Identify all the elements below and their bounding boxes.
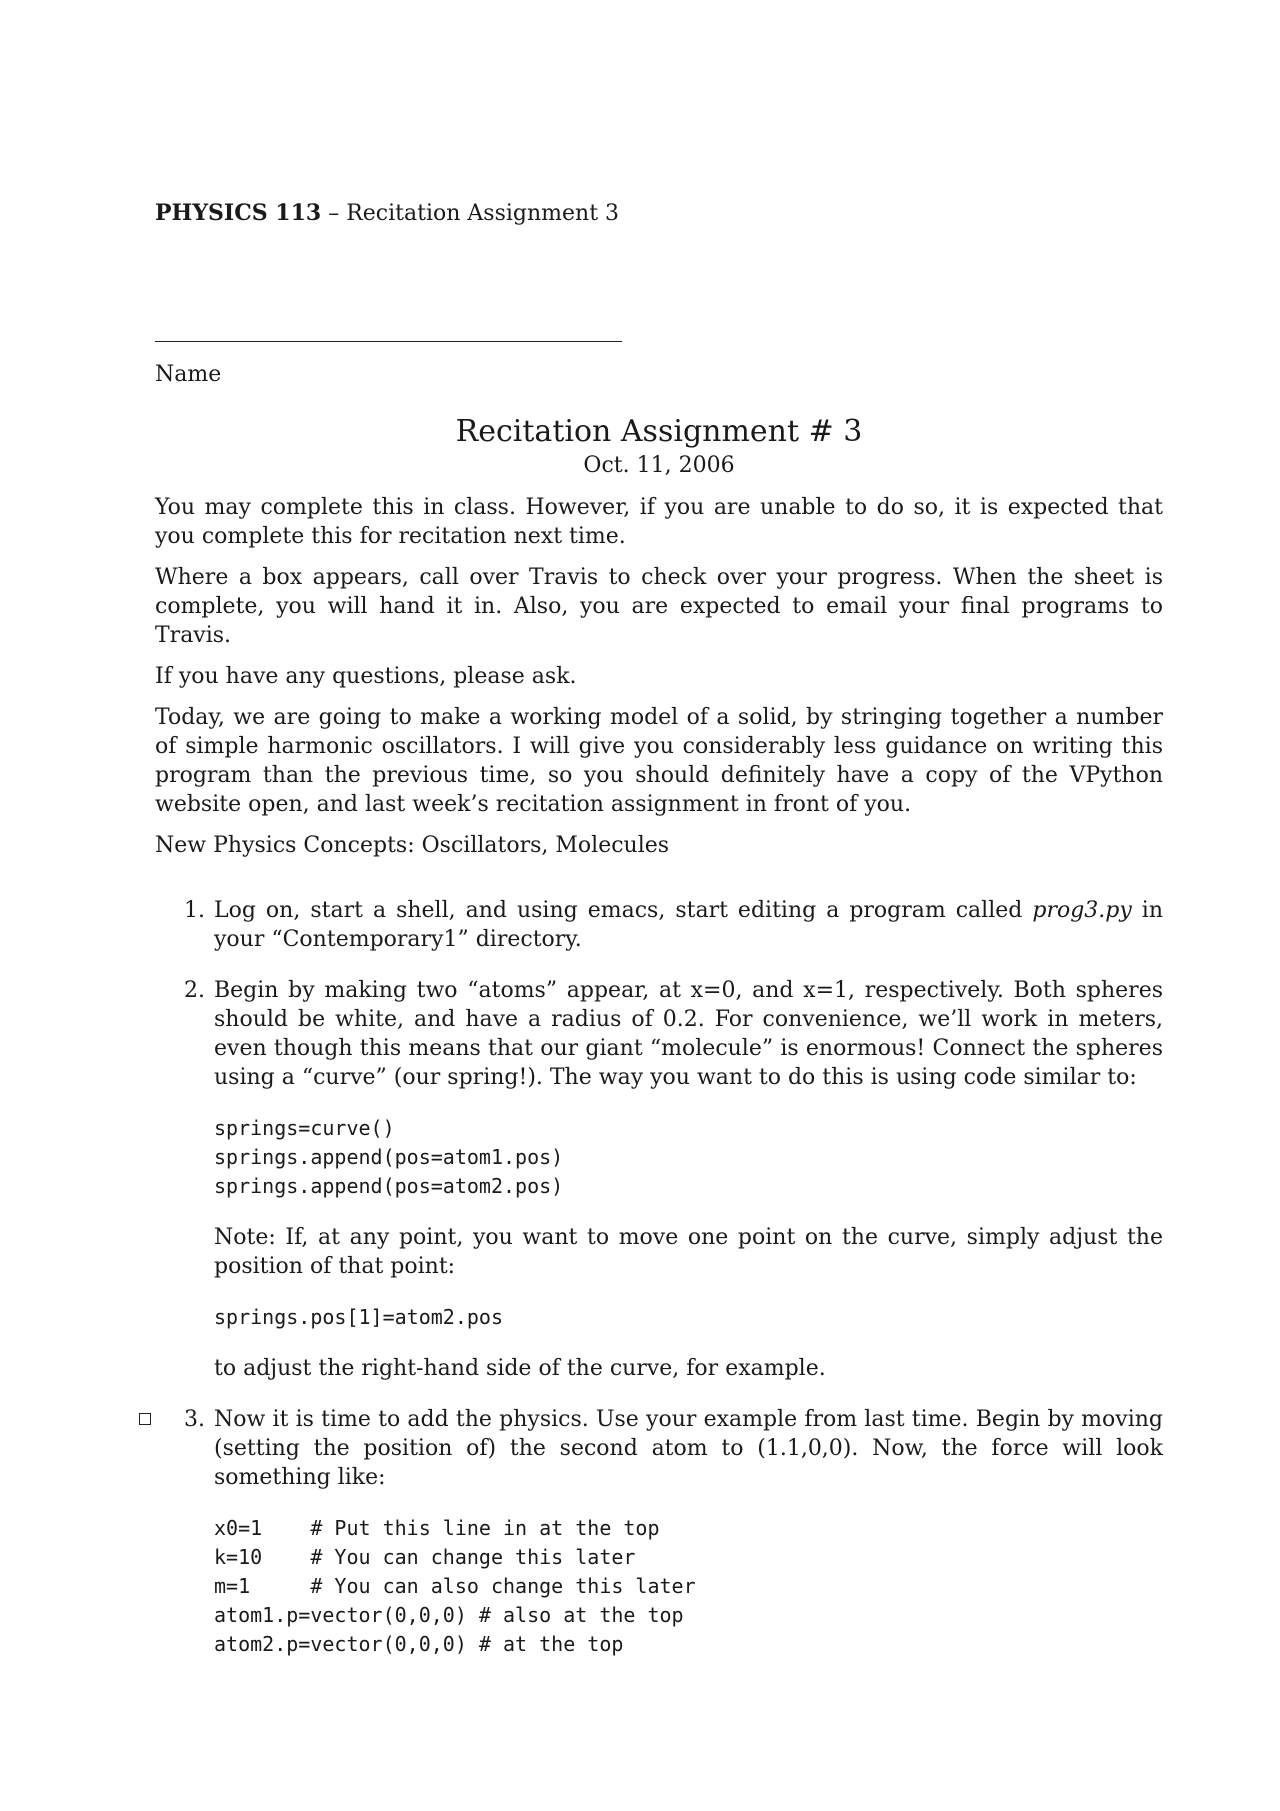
document-title: Recitation Assignment # 3	[455, 414, 863, 449]
name-label: Name	[155, 362, 222, 387]
intro-paragraph: You may complete this in class. However, if you are unable to do so, it is expected that you complete this for recitation next time.	[155, 495, 1163, 549]
task-text: Begin by making two “atoms” appear, at x=0, and x=1, respectively. Both spheres should be white, and have a radius of 0.2. For convenience, we’ll work in meters, even though this means that our giant “molecule” is enormous! Connect the spheres using a “curve” (our spring!). The way you want to do this is using code similar to:	[214, 978, 1163, 1090]
header-separator: –	[321, 201, 347, 226]
questions-paragraph: If you have any questions, please ask.	[155, 664, 577, 689]
course-code: PHYSICS 113	[155, 200, 322, 226]
task-list	[155, 896, 1163, 1659]
task-number: 1.	[184, 898, 205, 923]
code-block-force: x0=1 # Put this line in at the top k=10 # You can change this later m=1 # You can also change this later atom1.p=vector(0,0,0) # also at the top atom2.p=vector(0,0,0) # at the top	[214, 1516, 696, 1656]
overview-paragraph: Today, we are going to make a working model of a solid, by stringing together a number of simple harmonic oscillators. I will give you considerably less guidance on writing this program than the previous time, so you should definitely have a copy of the VPython website open, and last week’s recitation assignment in front of you.	[155, 705, 1163, 817]
instructions-paragraph: Where a box appears, call over Travis to check over your progress. When the sheet is complete, you will hand it in. Also, you are expected to email your final programs to Travis.	[155, 565, 1163, 648]
concepts-line: New Physics Concepts: Oscillators, Molecules	[155, 833, 670, 858]
code-block-adjust: springs.pos[1]=atom2.pos	[214, 1305, 503, 1329]
task-text: Now it is time to add the physics. Use your example from last time. Begin by moving (setting the position of) the second atom to (1.1,0,0). Now, the force will look something like:	[214, 1407, 1163, 1490]
checkpoint-checkbox[interactable]	[139, 1413, 151, 1425]
page-header	[155, 199, 619, 228]
task-text: Log on, start a shell, and using emacs, start editing a program called	[214, 898, 1033, 923]
task-text-continued: in your “Contemporary1” directory.	[214, 898, 1164, 952]
task-note-after: to adjust the right-hand side of the curve, for example.	[214, 1356, 826, 1381]
program-filename: prog3.py	[1032, 898, 1132, 923]
task-number: 3.	[184, 1407, 205, 1432]
task-note: Note: If, at any point, you want to move one point on the curve, simply adjust the position of that point:	[214, 1225, 1163, 1279]
task-item-1	[155, 896, 1163, 954]
header-subtitle: Recitation Assignment 3	[346, 201, 620, 226]
name-signature-line	[155, 341, 622, 342]
task-number: 2.	[184, 978, 205, 1003]
document-body	[155, 493, 1163, 1681]
task-item-2	[155, 976, 1163, 1383]
document-date: Oct. 11, 2006	[583, 453, 735, 478]
task-item-3	[155, 1405, 1163, 1659]
code-block-springs: springs=curve() springs.append(pos=atom1.pos) springs.append(pos=atom2.pos)	[214, 1116, 564, 1198]
